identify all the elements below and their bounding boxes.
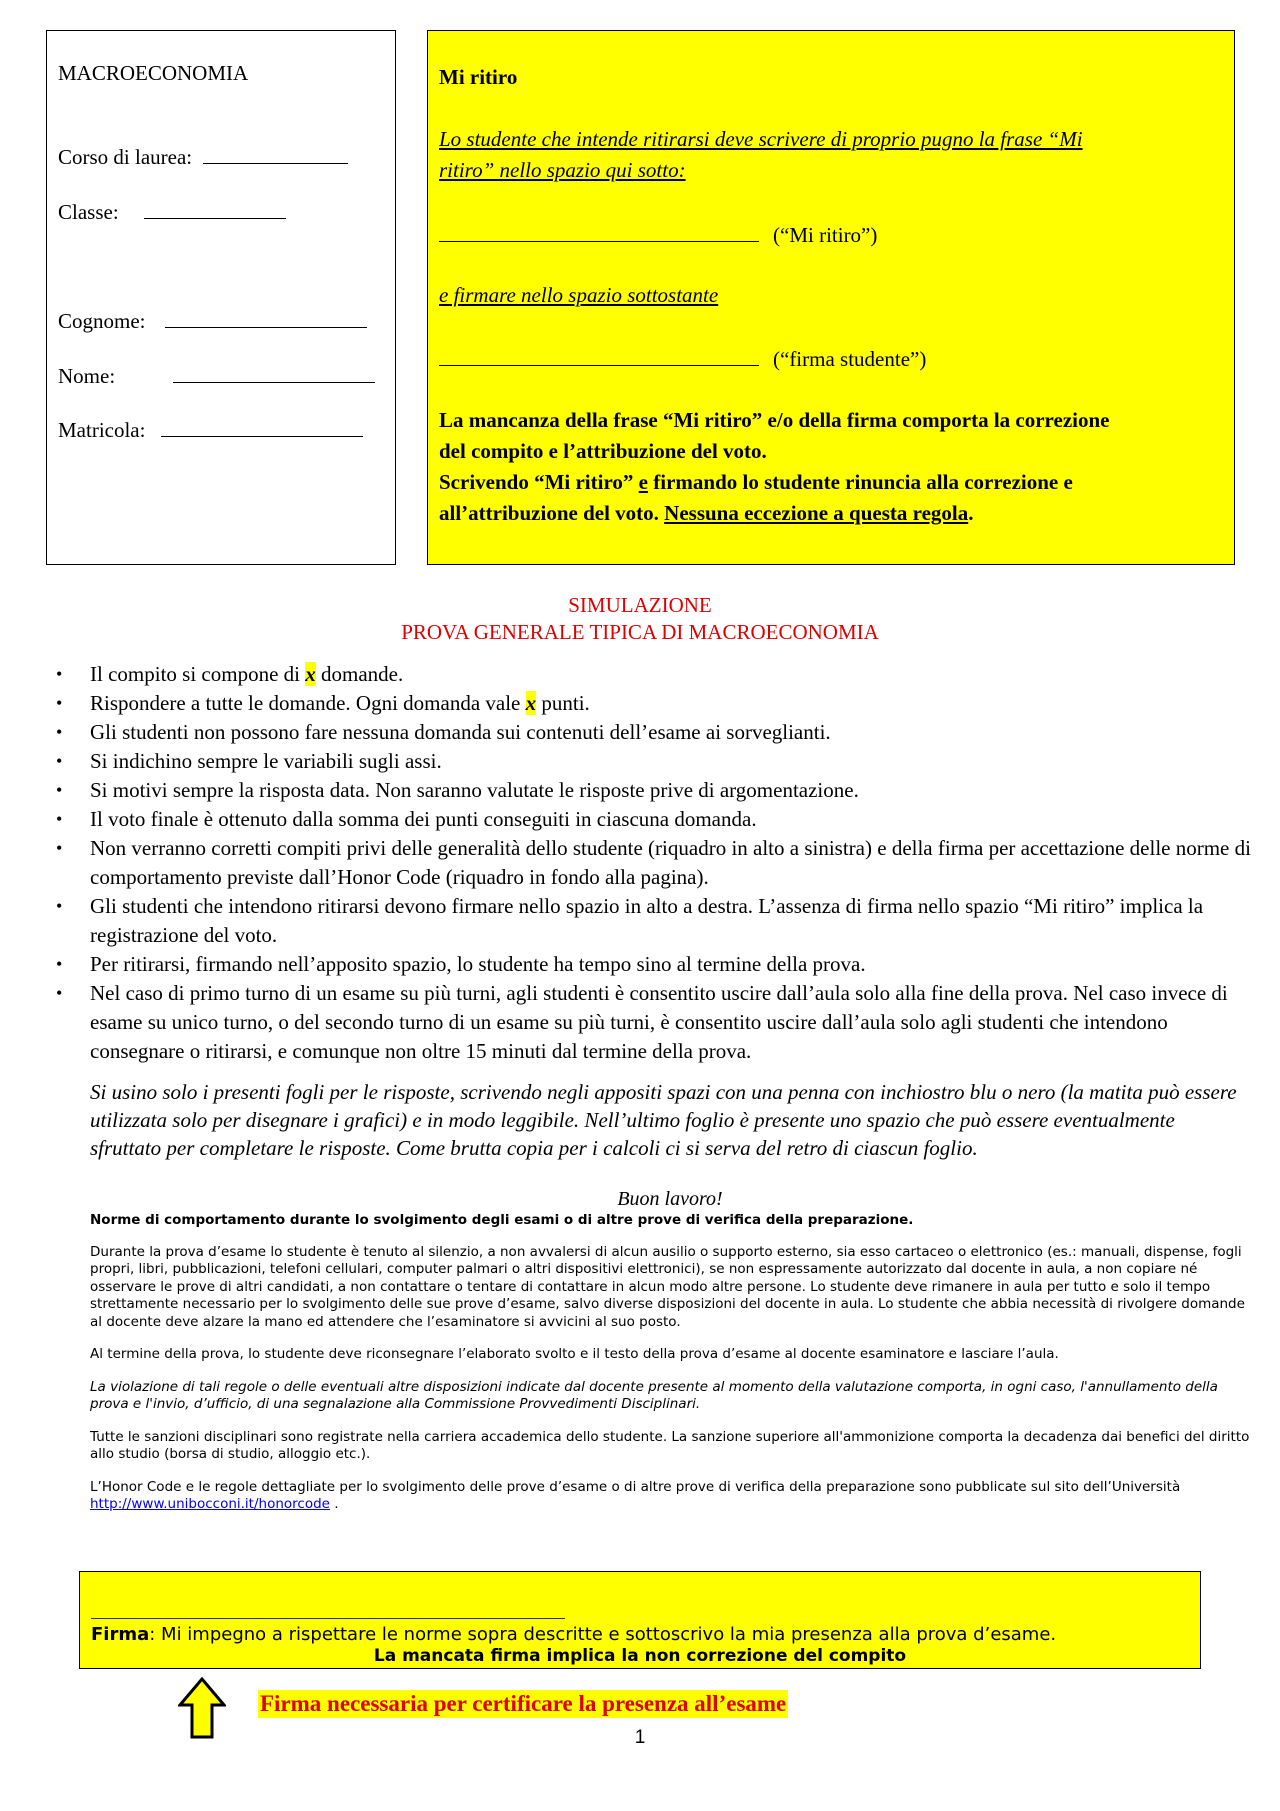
rule-item [56, 660, 1256, 689]
rule-item: • Nel caso di primo turno di un esame su più turni, agli studenti è consentito uscire dall’aula solo alla fine della prova. Nel caso invece di esame su unico turno, o del secondo turno di un esame su più turni, è consentito uscire dall’aula solo agli studenti che intendono consegnare o ritirarsi, e comunque non oltre 15 minuti dal termine della prova. [56, 979, 1256, 1066]
name-label: Nome: [58, 364, 116, 388]
norms-paragraph: Tutte le sanzioni disciplinari sono registrate nella carriera accademica dello studente. La sanzione superiore all'ammonizione comporta la decadenza dai benefici del diritto allo studio (borsa di studio, alloggio etc.). [90, 1428, 1250, 1462]
class-label: Classe: [58, 200, 119, 224]
rule-item [56, 689, 1256, 718]
rules-list [56, 660, 1256, 1066]
withdraw-box [427, 30, 1235, 565]
withdraw-warning-line1: La mancanza della frase “Mi ritiro” e/o della firma comporta la correzione [439, 408, 1110, 432]
id-field[interactable] [58, 416, 363, 443]
rule-text: domande. [315, 662, 404, 686]
id-blank-line[interactable] [161, 416, 363, 437]
name-blank-line[interactable] [173, 362, 375, 383]
norms-paragraph: Al termine della prova, lo studente deve riconsegnare l’elaborato svolto e il testo della prova d’esame al docente esaminatore e lasciare l’aula. [90, 1346, 1059, 1362]
withdraw-warning-line3 [439, 470, 1073, 495]
norms-text: L’Honor Code e le regole dettagliate per lo svolgimento delle prove d’esame o di altre prove di verifica della preparazione sono pubblicate sul sito dell’Università [90, 1478, 1181, 1495]
signature-text: : Mi impegno a rispettare le norme sopra descritte e sottoscrivo la mia presenza alla prova d’esame. [149, 1624, 1057, 1645]
rule-text: Rispondere a tutte le domande. Ogni domanda vale [90, 691, 526, 715]
signature-box [79, 1571, 1201, 1669]
surname-field[interactable] [58, 307, 367, 334]
honor-code-link[interactable]: http://www.unibocconi.it/honorcode [90, 1496, 330, 1512]
norms-heading: Norme di comportamento durante lo svolgimento degli esami o di altre prove di verifica della preparazione. [90, 1212, 914, 1228]
rule-item: • Non verranno corretti compiti privi delle generalità dello studente (riquadro in alto a sinistra) e della firma per accettazione delle norme di comportamento previste dall’Honor Code (riquadro in fondo alla pagina). [56, 834, 1256, 892]
warning-line3-start: Scrivendo “Mi ritiro” [439, 470, 639, 494]
withdraw-instruction-line1: Lo studente che intende ritirarsi deve scrivere di proprio pugno la frase “Mi [439, 127, 1083, 151]
course-name: MACROECONOMIA [58, 61, 249, 85]
norms-honor-code-paragraph [90, 1479, 1250, 1514]
signature-warning: La mancata firma implica la non correzione del compito [373, 1646, 907, 1666]
phrase-field[interactable] [439, 221, 877, 248]
signature-caption: (“firma studente”) [773, 347, 927, 371]
class-blank-line[interactable] [144, 198, 286, 219]
page-number: 1 [634, 1727, 646, 1748]
highlight-x: x [525, 691, 537, 715]
surname-blank-line[interactable] [165, 307, 367, 328]
class-field[interactable] [58, 198, 286, 225]
rule-text: punti. [536, 691, 590, 715]
rule-item: • Gli studenti non possono fare nessuna domanda sui contenuti dell’esame ai sorveglianti. [56, 718, 1256, 747]
id-label: Matricola: [58, 418, 146, 442]
signature-line[interactable] [91, 1618, 565, 1619]
degree-label: Corso di laurea: [58, 145, 193, 169]
signature-label: Firma [91, 1624, 150, 1645]
norms-text: . [329, 1496, 339, 1512]
closing-greeting: Buon lavoro! [617, 1188, 723, 1210]
warning-line4-end: . [968, 501, 974, 525]
rule-item: • Si motivi sempre la risposta data. Non saranno valutate le risposte prive di argomentazione. [56, 776, 1256, 805]
presence-note: Firma necessaria per certificare la presenza all’esame [260, 1691, 787, 1716]
degree-field[interactable] [58, 143, 348, 170]
withdraw-warning-line2: del compito e l’attribuzione del voto. [439, 439, 767, 463]
withdraw-signature-line[interactable] [439, 345, 759, 366]
heading-exam-title: PROVA GENERALE TIPICA DI MACROECONOMIA [401, 620, 879, 644]
norms-paragraph: Durante la prova d’esame lo studente è tenuto al silenzio, a non avvalersi di alcun ausilio o supporto esterno, sia esso cartaceo o elettronico (es.: manuali, dispense, fogli propri, libri, pubblicazioni, telefoni cellulari, computer palmari o altri dispositivi elettronici), se non espressamente autorizzato dal docente in aula, a non copiare né osservare le prove di altri candidati, a non contattare o tentare di contattare in alcun modo altre persone. Lo studente deve rimanere in aula per tutto e solo il tempo strettamente necessario per lo svolgimento delle sue prove d’esame, salvo diverse disposizioni del docente in aula. Lo studente che abbia necessità di rivolgere domande al docente deve alzare la mano ed attendere che l’esaminatore si avvicini al suo posto. [90, 1243, 1245, 1330]
rule-item: • Per ritirarsi, firmando nell’apposito spazio, lo studente ha tempo sino al termine della prova. [56, 950, 1256, 979]
highlight-x: x [305, 662, 316, 686]
warning-line3-end: firmando lo studente rinuncia alla correzione e [648, 470, 1073, 494]
warning-line4-start: all’attribuzione del voto. [439, 501, 665, 525]
degree-blank-line[interactable] [203, 143, 348, 164]
writing-instructions: Si usino solo i presenti fogli per le risposte, scrivendo negli appositi spazi con una penna con inchiostro blu o nero (la matita può essere utilizzata solo per disegnare i grafici) e in modo leggibile. Nell’ultimo foglio è presente uno spazio che può essere eventualmente sfruttato per completare le risposte. Come brutta copia per i calcoli ci si serva del retro di ciascun foglio. [90, 1080, 1237, 1160]
surname-label: Cognome: [58, 309, 146, 333]
honor-code-norms [90, 1212, 1250, 1529]
phrase-blank-line[interactable] [439, 221, 759, 242]
heading-simulation: SIMULAZIONE [568, 593, 712, 617]
withdraw-instruction-line2: ritiro” nello spazio qui sotto: [439, 158, 686, 182]
rule-item: • Si indichino sempre le variabili sugli assi. [56, 747, 1256, 776]
student-info-box [46, 30, 396, 565]
no-exception-rule: Nessuna eccezione a questa regola [664, 501, 969, 525]
signature-statement [91, 1624, 1056, 1645]
withdraw-title: Mi ritiro [439, 65, 518, 89]
phrase-caption: (“Mi ritiro”) [773, 223, 878, 247]
rule-text: Il compito si compone di [90, 662, 306, 686]
warning-line3-e: e [638, 470, 648, 494]
rule-item: • Il voto finale è ottenuto dalla somma dei punti conseguiti in ciascuna domanda. [56, 805, 1256, 834]
withdraw-warning-line4 [439, 501, 973, 526]
sign-instruction: e firmare nello spazio sottostante [439, 283, 719, 307]
name-field[interactable] [58, 362, 375, 389]
rule-item: • Gli studenti che intendono ritirarsi devono firmare nello spazio in alto a destra. L’assenza di firma nello spazio “Mi ritiro” implica la registrazione del voto. [56, 892, 1256, 950]
withdraw-signature-field[interactable] [439, 345, 926, 372]
norms-violation-paragraph: La violazione di tali regole o delle eventuali altre disposizioni indicate dal docente presente al momento della valutazione comporta, in ogni caso, l'annullamento della prova e l'invio, d’ufficio, di una segnalazione alla Commissione Provvedimenti Disciplinari. [90, 1378, 1218, 1412]
